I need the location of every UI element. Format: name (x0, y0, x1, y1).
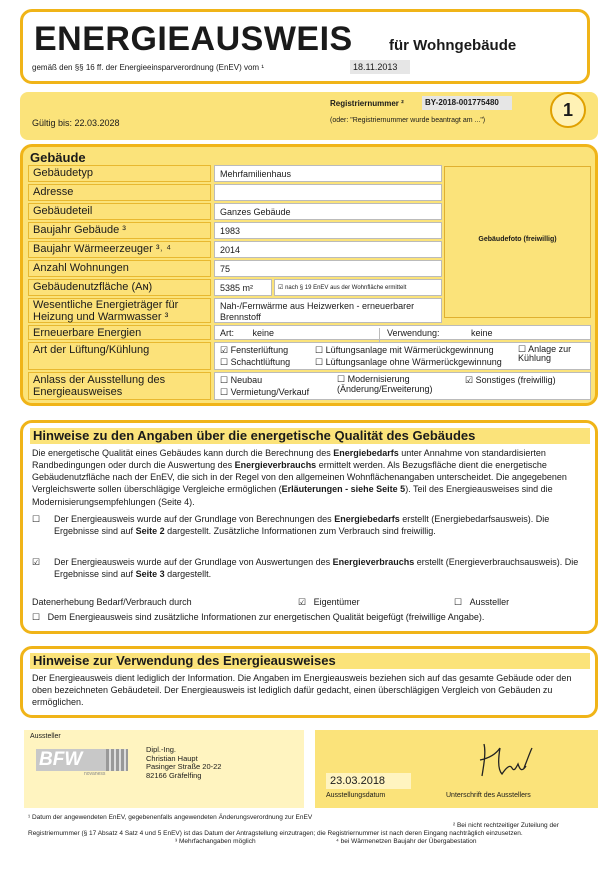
usage-title: Hinweise zur Verwendung des Energieausweises (30, 653, 590, 669)
footnote-4: ⁴ bei Wärmenetzen Baujahr der Übergabestation (336, 838, 477, 845)
occasion-label: Anlass der Ausstellung des Energieausweises (28, 372, 211, 400)
construction-year-value: 1983 (214, 222, 442, 239)
law-reference: gemäß den §§ 16 ff. der Energieeinsparverordnung (EnEV) vom ¹ (32, 63, 264, 72)
quality-notes-intro: Die energetische Qualität eines Gebäudes kann durch die Berechnung des Energiebedarfs unter Annahme von standardisierten Randbedingungen oder durch die Auswertung des Energieverbrauchs ermittelt werden. Als Bezugsfläche dient die energetische Gebäudenutzfläche nach der EnEV, die sich in der Regel von den allgemeinen Wohnflächenangaben unterscheidet. Die angegebenen Vergleichswerte sollen überschlägige Vergleiche ermöglichen (Erläuterungen - siehe Seite 5). Teil des Energieausweises sind die Modernisierungsempfehlungen (Seite 4). (32, 448, 567, 507)
checkbox-issuer[interactable]: ☐ Aussteller (454, 597, 510, 607)
registration-note: (oder: "Registriernummer wurde beantragt am ...") (330, 117, 486, 124)
area-checkbox[interactable]: ☑ (278, 285, 284, 291)
renewable-type-value: keine (252, 328, 275, 338)
signature-label: Unterschrift des Ausstellers (446, 792, 531, 799)
page-number-badge: 1 (550, 92, 586, 128)
row-label: Anzahl Wohnungen (28, 260, 211, 277)
checkbox-extra-info[interactable]: ☐ Dem Energieausweis sind zusätzliche Informationen zur energetischen Qualität beigefügt (freiwillige Angabe). (32, 612, 485, 622)
address-value (214, 184, 442, 201)
footnote-3: ³ Mehrfachangaben möglich (175, 838, 256, 845)
issuer-logo-bars (106, 749, 128, 771)
issue-date-label: Ausstellungsdatum (326, 792, 386, 799)
row-label: Gebäudeteil (28, 203, 211, 220)
issuer-logo: BFW (36, 749, 106, 771)
building-part-value: Ganzes Gebäude (214, 203, 442, 220)
area-note: nach § 19 EnEV aus der Wohnfläche ermittelt (285, 285, 407, 291)
occasion-field (214, 372, 591, 400)
registration-number: BY-2018-001775480 (422, 96, 512, 110)
row-label: Baujahr Gebäude ³ (28, 222, 211, 239)
ventilation-label: Art der Lüftung/Kühlung (28, 342, 211, 370)
data-collection-label: Datenerhebung Bedarf/Verbrauch durch (32, 597, 192, 607)
renewable-label: Erneuerbare Energien (28, 325, 211, 340)
renewable-type-label: Art: (220, 328, 235, 338)
checkbox-shaft-ventilation[interactable]: ☐ Schachtlüftung (220, 357, 291, 367)
heater-year-value: 2014 (214, 241, 442, 258)
row-label: Gebäudenutzfläche (Aɴ) (28, 279, 211, 296)
row-label: Adresse (28, 184, 211, 201)
demand-checkbox[interactable]: ☐ (32, 514, 41, 524)
energy-carrier-label: Wesentliche Energieträger für Heizung und Warmwasser ³ (28, 298, 211, 323)
signature-squiggle (476, 738, 536, 782)
checkbox-rent-sale[interactable]: ☐ Vermietung/Verkauf (220, 387, 310, 397)
checkbox-other[interactable]: ☑ Sonstiges (freiwillig) (465, 375, 556, 385)
issuer-label: Aussteller (30, 733, 61, 740)
building-photo-placeholder: Gebäudefoto (freiwillig) (444, 166, 591, 318)
building-section-title: Gebäude (30, 150, 86, 165)
demand-option-text: Der Energieausweis wurde auf der Grundlage von Berechnungen des Energiebedarfs erstellt (Energiebedarfsausweis). Die Ergebnisse sind auf Seite 2 dargestellt. Zusätzliche Informationen zum Verbrauch sind freiwillig. (54, 514, 550, 537)
energy-carrier-value: Nah-/Fernwärme aus Heizwerken - erneuerbarer Brennstoff (214, 298, 442, 323)
law-date: 18.11.2013 (350, 60, 410, 74)
registration-label: Registriernummer ² (330, 99, 404, 108)
consumption-checkbox[interactable]: ☑ (32, 557, 41, 567)
renewable-use-label: Verwendung: (387, 328, 440, 338)
document-subtitle: für Wohngebäude (389, 37, 517, 54)
issuer-address: Dipl.-Ing. Christian Haupt Pasinger Straße 20-22 82166 Gräfelfing (146, 745, 222, 780)
checkbox-ventilation-no-recovery[interactable]: ☐ Lüftungsanlage ohne Wärmerückgewinnung (315, 357, 502, 367)
issuer-logo-sub: novaness (84, 771, 106, 777)
checkbox-window-ventilation[interactable]: ☑ Fensterlüftung (220, 345, 289, 355)
area-note-field (274, 279, 442, 296)
apartments-value: 75 (214, 260, 442, 277)
building-type-value: Mehrfamilienhaus (214, 165, 442, 182)
usage-text: Der Energieausweis dient lediglich der Information. Die Angaben im Energieausweis beziehen sich auf das gesamte Gebäude oder den oben bezeichneten Gebäudeteil. Der Energieausweis ist lediglich dafür gedacht, einen überschlägigen Vergleich von Gebäuden zu ermöglichen. (32, 673, 572, 708)
renewable-field (214, 325, 591, 340)
issue-date: 23.03.2018 (326, 773, 411, 789)
footnote-2: ² Bei nicht rechtzeitiger Zuteilung der Registriernummer (§ 17 Absatz 4 Satz 4 und 5 EnEV) ist das Datum der Antragstellung einzutragen; die Registriernummer ist nach deren Eingang nachträglich einzusetzen. (28, 822, 559, 837)
checkbox-owner[interactable]: ☑ Eigentümer (298, 597, 360, 607)
document-title: ENERGIEAUSWEIS (34, 20, 353, 58)
checkbox-ventilation-heat-recovery[interactable]: ☐ Lüftungsanlage mit Wärmerückgewinnung (315, 345, 494, 355)
consumption-option-text: Der Energieausweis wurde auf der Grundlage von Auswertungen des Energieverbrauchs erstellt (Energieverbrauchsausweis). Die Ergebnisse sind auf Seite 3 dargestellt. (54, 557, 579, 580)
row-label: Baujahr Wärmeerzeuger ³˒ ⁴ (28, 241, 211, 258)
renewable-use-value: keine (471, 328, 493, 338)
checkbox-new-building[interactable]: ☐ Neubau (220, 375, 263, 385)
checkbox-cooling[interactable]: ☐ Anlage zur Kühlung (518, 344, 572, 364)
checkbox-modernisation[interactable]: ☐ Modernisierung (Änderung/Erweiterung) (337, 374, 433, 394)
valid-until: Gültig bis: 22.03.2028 (32, 118, 120, 128)
footnote-1: ¹ Datum der angewendeten EnEV, gegebenenfalls angewendeten Änderungsverordnung zur EnEV (28, 814, 313, 821)
quality-notes-title: Hinweise zu den Angaben über die energetische Qualität des Gebäudes (30, 428, 590, 444)
ventilation-field (214, 342, 591, 370)
usable-area-value: 5385 m² (214, 279, 272, 296)
row-label: Gebäudetyp (28, 165, 211, 182)
